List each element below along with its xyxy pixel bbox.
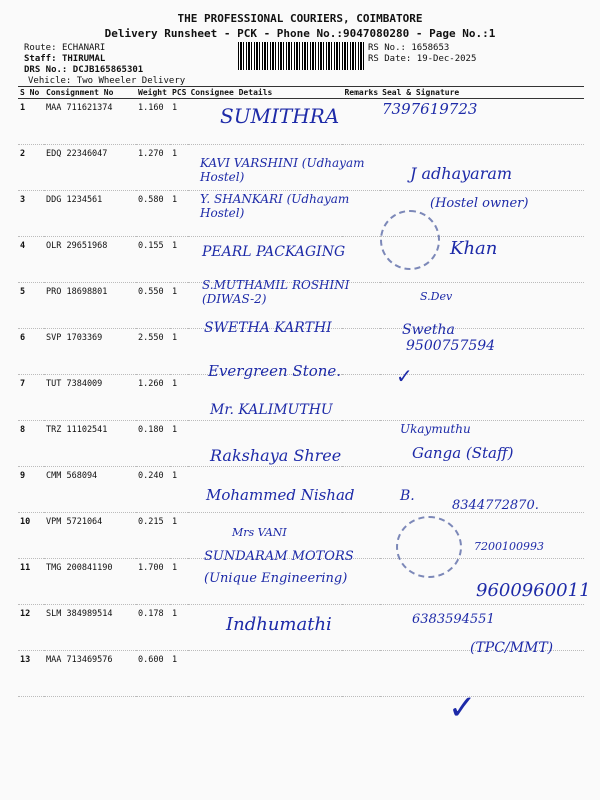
rs-date-label: RS Date: bbox=[368, 54, 412, 64]
r9-consignee-hand: Rakshaya Shree bbox=[210, 446, 342, 465]
row-consignment-no: SVP 1703369 bbox=[44, 329, 136, 375]
row-pcs: 1 bbox=[170, 375, 188, 421]
col-pcs: PCS bbox=[172, 88, 187, 97]
row-consignment-no: OLR 29651968 bbox=[44, 237, 136, 283]
drs-value: DCJB165865301 bbox=[72, 65, 144, 75]
r8-consignee-hand: Mr. KALIMUTHU bbox=[210, 402, 333, 418]
row-consignment-no: VPM 5721064 bbox=[44, 513, 136, 559]
r7-consignee-hand: Evergreen Stone. bbox=[208, 362, 342, 380]
company-title: THE PROFESSIONAL COURIERS, COIMBATORE bbox=[177, 12, 423, 25]
r13-phone-hand: 6383594551 bbox=[412, 612, 495, 627]
rs-no-label: RS No.: bbox=[368, 43, 406, 53]
col-consignment: Consignment No bbox=[44, 87, 136, 99]
row-weight: 1.700 bbox=[136, 559, 170, 605]
row-consignment-no: EDQ 22346047 bbox=[44, 145, 136, 191]
vehicle-label: Vehicle: bbox=[28, 76, 72, 86]
row-remarks bbox=[342, 375, 380, 421]
row-weight: 0.155 bbox=[136, 237, 170, 283]
row-pcs: 1 bbox=[170, 651, 188, 697]
row-sno: 4 bbox=[18, 237, 44, 283]
barcode bbox=[238, 42, 364, 70]
row-sno: 1 bbox=[18, 99, 44, 145]
rs-no-value: 1658653 bbox=[411, 43, 450, 53]
row-sno: 12 bbox=[18, 605, 44, 651]
staff-label: Staff: bbox=[24, 54, 57, 64]
r13-consignee-hand: Indhumathi bbox=[226, 614, 332, 635]
row-weight: 0.600 bbox=[136, 651, 170, 697]
row-pcs: 1 bbox=[170, 191, 188, 237]
row-weight: 1.270 bbox=[136, 145, 170, 191]
row-pcs: 1 bbox=[170, 605, 188, 651]
row-remarks bbox=[342, 651, 380, 697]
row-weight: 1.260 bbox=[136, 375, 170, 421]
row-remarks bbox=[342, 237, 380, 283]
row-sno: 2 bbox=[18, 145, 44, 191]
r1-consignee-hand: SUMITHRA bbox=[220, 104, 340, 128]
r9-signature-hand: Ganga (Staff) bbox=[412, 444, 514, 462]
route-value: ECHANARI bbox=[61, 43, 106, 53]
r10-phone-hand: 8344772870. bbox=[452, 498, 539, 513]
check-mark-icon: ✓ bbox=[448, 688, 477, 728]
row-remarks bbox=[342, 329, 380, 375]
row-pcs: 1 bbox=[170, 559, 188, 605]
r1-signature-hand: 7397619723 bbox=[382, 100, 478, 118]
row-consignment-no: TMG 200841190 bbox=[44, 559, 136, 605]
row-sno: 3 bbox=[18, 191, 44, 237]
r2-signature-hand: J adhayaram bbox=[410, 164, 513, 183]
row-sno: 11 bbox=[18, 559, 44, 605]
r3-signature-hand: (Hostel owner) bbox=[430, 196, 529, 211]
row-pcs: 1 bbox=[170, 145, 188, 191]
col-consignee: Consignee Details bbox=[188, 87, 342, 99]
vehicle-value: Two Wheeler Delivery bbox=[76, 76, 186, 86]
r4-signature-hand: Khan bbox=[450, 238, 498, 259]
row-sno: 8 bbox=[18, 421, 44, 467]
row-sno: 9 bbox=[18, 467, 44, 513]
row-sno: 13 bbox=[18, 651, 44, 697]
row-weight: 0.180 bbox=[136, 421, 170, 467]
row-weight: 1.160 bbox=[136, 99, 170, 145]
row-weight: 2.550 bbox=[136, 329, 170, 375]
row-remarks bbox=[342, 605, 380, 651]
row-sno: 6 bbox=[18, 329, 44, 375]
col-signature: Seal & Signature bbox=[380, 87, 584, 99]
row-pcs: 1 bbox=[170, 237, 188, 283]
staff-value: THIRUMAL bbox=[61, 54, 106, 64]
row-consignee bbox=[188, 651, 342, 697]
row-weight: 0.580 bbox=[136, 191, 170, 237]
r6-phone-hand: 9500757594 bbox=[406, 338, 496, 354]
r10-signature-hand: B. bbox=[400, 488, 415, 504]
r12-phone-hand: 9600960011 bbox=[476, 580, 591, 601]
r2-consignee-hand: KAVI VARSHINI (Udhayam Hostel) bbox=[200, 156, 365, 184]
r11-consignee-hand: Mrs VANI bbox=[232, 526, 287, 539]
r10-consignee-hand: Mohammed Nishad bbox=[206, 486, 355, 504]
row-weight: 0.215 bbox=[136, 513, 170, 559]
row-weight: 0.178 bbox=[136, 605, 170, 651]
rubber-stamp-2 bbox=[396, 516, 462, 578]
row-consignment-no: DDG 1234561 bbox=[44, 191, 136, 237]
drs-label: DRS No.: bbox=[24, 65, 68, 75]
row-signature bbox=[380, 651, 584, 697]
r4-consignee-hand: PEARL PACKAGING bbox=[202, 244, 346, 260]
col-sno: S No bbox=[18, 87, 44, 99]
row-consignment-no: PRO 18698801 bbox=[44, 283, 136, 329]
r6-consignee-hand: SWETHA KARTHI bbox=[204, 320, 332, 336]
rs-date-line bbox=[368, 53, 476, 65]
r12-consignee-hand: SUNDARAM MOTORS (Unique Engineering) bbox=[204, 549, 354, 586]
runsheet-subtitle: Delivery Runsheet - PCK - Phone No.:9047080280 - Page No.:1 bbox=[104, 27, 496, 40]
r7-signature-mark: ✓ bbox=[396, 364, 413, 388]
row-sno: 5 bbox=[18, 283, 44, 329]
r3-consignee-hand: Y. SHANKARI (Udhayam Hostel) bbox=[200, 192, 350, 220]
row-remarks bbox=[342, 99, 380, 145]
table-row bbox=[18, 651, 584, 697]
r8-signature-hand: Ukaymuthu bbox=[400, 422, 471, 436]
r13-note-hand: (TPC/MMT) bbox=[470, 640, 554, 656]
row-weight: 0.550 bbox=[136, 283, 170, 329]
row-pcs: 1 bbox=[170, 513, 188, 559]
row-consignment-no: CMM 568094 bbox=[44, 467, 136, 513]
row-pcs: 1 bbox=[170, 283, 188, 329]
route-label: Route: bbox=[24, 43, 57, 53]
rubber-stamp-1 bbox=[380, 210, 440, 270]
row-pcs: 1 bbox=[170, 99, 188, 145]
row-pcs: 1 bbox=[170, 421, 188, 467]
row-consignment-no: TRZ 11102541 bbox=[44, 421, 136, 467]
row-remarks bbox=[342, 421, 380, 467]
row-consignment-no: MAA 713469576 bbox=[44, 651, 136, 697]
row-sno: 7 bbox=[18, 375, 44, 421]
table-header-row bbox=[18, 87, 584, 99]
row-consignment-no: TUT 7384009 bbox=[44, 375, 136, 421]
rs-date-value: 19-Dec-2025 bbox=[416, 54, 477, 64]
row-consignment-no: MAA 711621374 bbox=[44, 99, 136, 145]
row-sno: 10 bbox=[18, 513, 44, 559]
r5-signature-hand: S.Dev bbox=[420, 290, 453, 303]
r11-phone-hand: 7200100993 bbox=[474, 540, 544, 553]
row-consignment-no: SLM 384989514 bbox=[44, 605, 136, 651]
row-weight: 0.240 bbox=[136, 467, 170, 513]
r5-consignee-hand: S.MUTHAMIL ROSHINI (DIWAS-2) bbox=[202, 278, 350, 306]
row-pcs: 1 bbox=[170, 329, 188, 375]
r6-signature-hand: Swetha bbox=[402, 322, 455, 338]
col-weight: Weight bbox=[136, 87, 170, 99]
row-pcs: 1 bbox=[170, 467, 188, 513]
col-remarks: Remarks bbox=[344, 88, 379, 97]
